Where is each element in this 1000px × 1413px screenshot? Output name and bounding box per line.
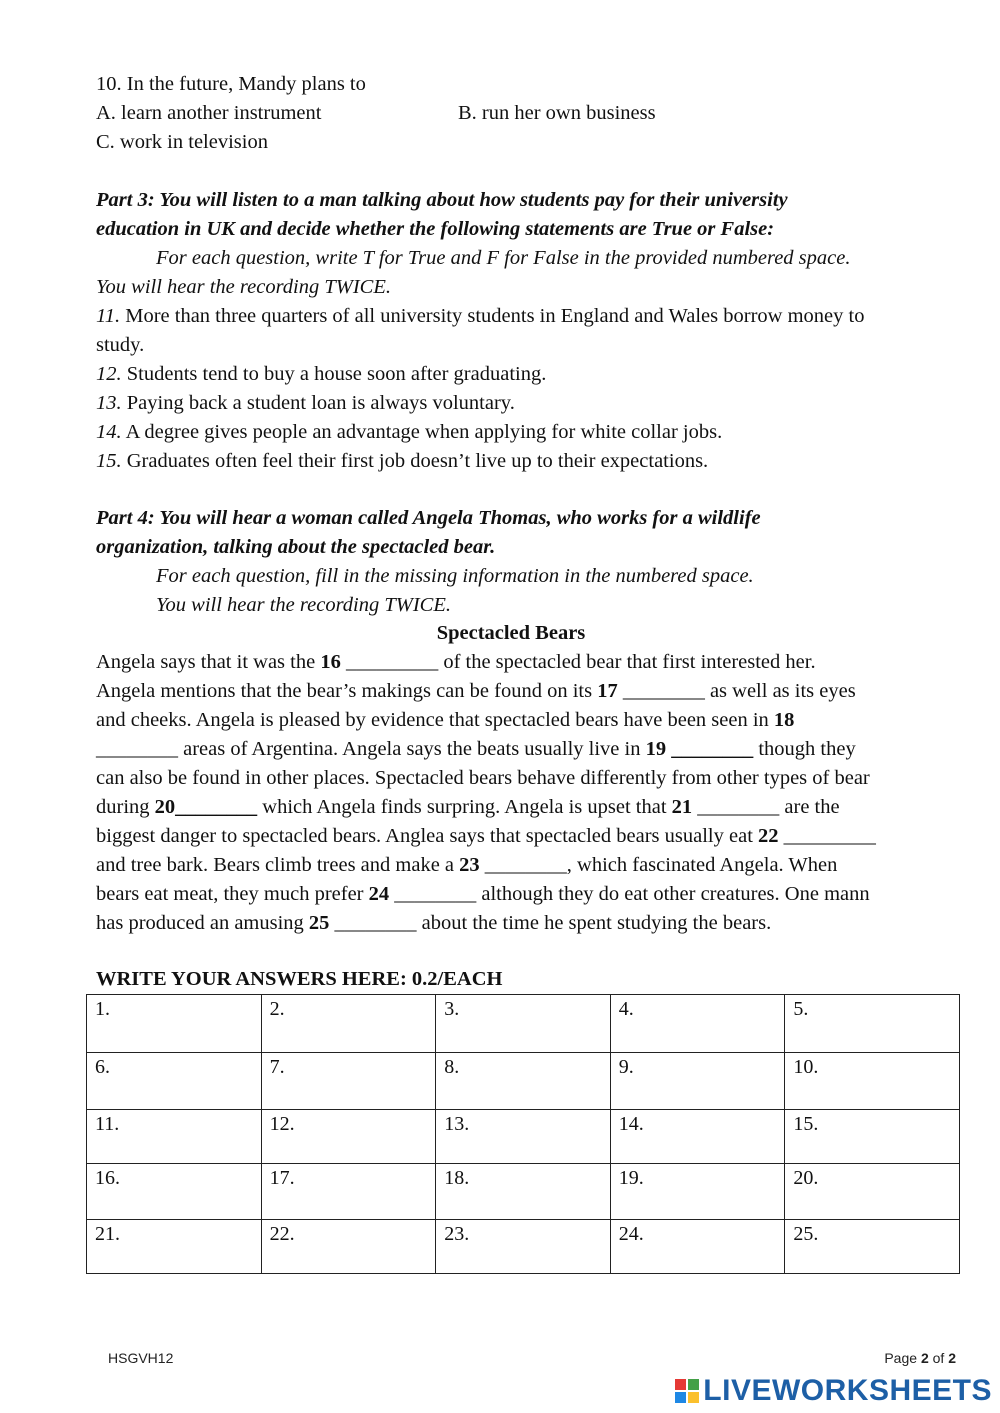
answer-cell-4[interactable]: 4. [610, 995, 785, 1053]
part4-instruction-1: For each question, fill in the missing information in the numbered space. [156, 565, 754, 587]
answer-cell-24[interactable]: 24. [610, 1220, 785, 1274]
passage-line-5: can also be found in other places. Spectacled bears behave differently from other types of bear [96, 767, 870, 789]
answer-cell-23[interactable]: 23. [436, 1220, 611, 1274]
answer-row [87, 1220, 960, 1274]
passage-line-1: Angela says that it was the 16 _________ of the spectacled bear that first interested her. [96, 651, 816, 673]
logo-square [688, 1379, 699, 1390]
answers-heading: WRITE YOUR ANSWERS HERE: 0.2/EACH [96, 968, 503, 990]
page-number: Page 2 of 2 [884, 1350, 956, 1366]
statement-15: 15. Graduates often feel their first job doesn’t live up to their expectations. [96, 450, 709, 472]
answer-cell-5[interactable]: 5. [785, 995, 960, 1053]
passage-line-8: and tree bark. Bears climb trees and make a 23 ________, which fascinated Angela. When [96, 854, 838, 876]
statement-14: 14. A degree gives people an advantage when applying for white collar jobs. [96, 421, 723, 443]
answer-row [87, 1110, 960, 1164]
passage-line-10: has produced an amusing 25 ________ about the time he spent studying the bears. [96, 912, 772, 934]
answer-cell-6[interactable]: 6. [87, 1053, 262, 1110]
part3-instruction-1: For each question, write T for True and F for False in the provided numbered space. [156, 247, 851, 269]
statement-12: 12. Students tend to buy a house soon after graduating. [96, 363, 547, 385]
footer-code: HSGVH12 [108, 1350, 174, 1366]
statement-13: 13. Paying back a student loan is always voluntary. [96, 392, 515, 414]
passage-line-2: Angela mentions that the bear’s makings can be found on its 17 ________ as well as its eyes [96, 680, 856, 702]
q10-stem: 10. In the future, Mandy plans to [96, 73, 366, 95]
answer-cell-2[interactable]: 2. [261, 995, 436, 1053]
part4-heading-line2: organization, talking about the spectacled bear. [96, 536, 496, 558]
answer-cell-22[interactable]: 22. [261, 1220, 436, 1274]
answer-cell-19[interactable]: 19. [610, 1164, 785, 1220]
q10-option-b: B. run her own business [458, 102, 656, 124]
logo-mark-icon [675, 1379, 699, 1403]
passage-title: Spectacled Bears [436, 622, 586, 644]
answer-cell-15[interactable]: 15. [785, 1110, 960, 1164]
answer-cell-18[interactable]: 18. [436, 1164, 611, 1220]
answer-row [87, 995, 960, 1053]
answer-cell-10[interactable]: 10. [785, 1053, 960, 1110]
answer-cell-8[interactable]: 8. [436, 1053, 611, 1110]
part3-heading-line1: Part 3: You will listen to a man talking about how students pay for their university [96, 189, 788, 211]
part3-instruction-2: You will hear the recording TWICE. [96, 276, 391, 298]
answer-cell-20[interactable]: 20. [785, 1164, 960, 1220]
answer-row [87, 1164, 960, 1220]
answer-table [86, 994, 960, 1274]
part3-heading-line2: education in UK and decide whether the following statements are True or False: [96, 218, 775, 240]
answer-cell-11[interactable]: 11. [87, 1110, 262, 1164]
logo-square [675, 1379, 686, 1390]
statement-11: 11. More than three quarters of all university students in England and Wales borrow money to [96, 305, 865, 327]
passage-line-6: during 20________ which Angela finds surpring. Angela is upset that 21 ________ are the [96, 796, 840, 818]
logo-square [675, 1392, 686, 1403]
answer-cell-9[interactable]: 9. [610, 1053, 785, 1110]
q10-option-c: C. work in television [96, 131, 268, 153]
answer-cell-21[interactable]: 21. [87, 1220, 262, 1274]
passage-line-3: and cheeks. Angela is pleased by evidence that spectacled bears have been seen in 18 [96, 709, 795, 731]
answer-row [87, 1053, 960, 1110]
passage-line-7: biggest danger to spectacled bears. Anglea says that spectacled bears usually eat 22 _________ [96, 825, 876, 847]
answer-cell-16[interactable]: 16. [87, 1164, 262, 1220]
answer-cell-14[interactable]: 14. [610, 1110, 785, 1164]
statement-11-cont: study. [96, 334, 145, 356]
answer-cell-1[interactable]: 1. [87, 995, 262, 1053]
answer-cell-12[interactable]: 12. [261, 1110, 436, 1164]
answer-cell-25[interactable]: 25. [785, 1220, 960, 1274]
answer-cell-7[interactable]: 7. [261, 1053, 436, 1110]
part4-instruction-2: You will hear the recording TWICE. [156, 594, 451, 616]
logo-text: LIVEWORKSHEETS [703, 1374, 992, 1407]
answer-cell-3[interactable]: 3. [436, 995, 611, 1053]
logo-square [688, 1392, 699, 1403]
passage-line-4: ________ areas of Argentina. Angela says the beats usually live in 19 ________ though they [96, 738, 856, 760]
liveworksheets-logo[interactable] [675, 1374, 992, 1408]
answer-cell-13[interactable]: 13. [436, 1110, 611, 1164]
q10-option-a: A. learn another instrument [96, 102, 322, 124]
part4-heading-line1: Part 4: You will hear a woman called Angela Thomas, who works for a wildlife [96, 507, 761, 529]
passage-line-9: bears eat meat, they much prefer 24 ________ although they do eat other creatures. One mann [96, 883, 870, 905]
answer-cell-17[interactable]: 17. [261, 1164, 436, 1220]
